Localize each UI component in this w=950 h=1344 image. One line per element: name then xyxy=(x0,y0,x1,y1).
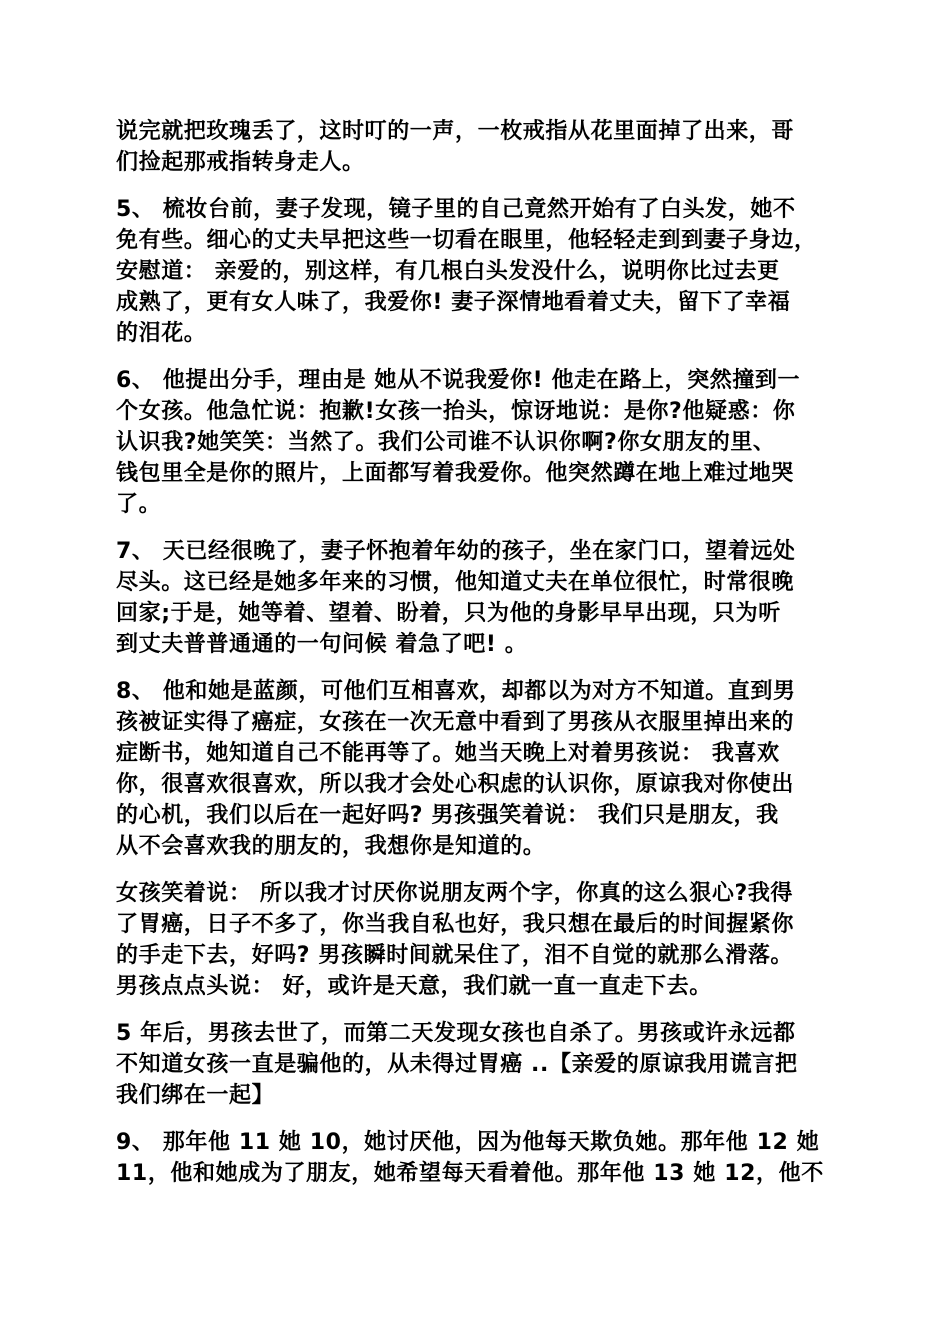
paragraph-story-7 xyxy=(116,536,846,660)
text-line: 6、 他提出分手，理由是 她从不说我爱你! 他走在路上，突然撞到一 xyxy=(116,368,801,393)
text-line: 症断书，她知道自己不能再等了。她当天晚上对着男孩说： 我喜欢 xyxy=(116,741,780,766)
text-line: 钱包里全是你的照片，上面都写着我爱你。他突然蹲在地上难过地哭 xyxy=(116,461,795,486)
text-line: 尽头。这已经是她多年来的习惯，他知道丈夫在单位很忙，时常很晚 xyxy=(116,570,795,595)
text-line: 安慰道： 亲爱的，别这样，有几根白头发没什么，说明你比过去更 xyxy=(116,259,780,284)
text-line: 不知道女孩一直是骗他的，从未得过胃癌 ..【亲爱的原谅我用谎言把 xyxy=(116,1052,798,1077)
text-line: 9、 那年他 11 她 10，她讨厌他，因为他每天欺负她。那年他 12 她 xyxy=(116,1130,820,1155)
paragraph-story-9 xyxy=(116,1127,846,1189)
text-line: 了胃癌，日子不多了，你当我自私也好，我只想在最后的时间握紧你 xyxy=(116,912,795,937)
text-line: 男孩点点头说： 好，或许是天意，我们就一直一直走下去。 xyxy=(116,974,712,999)
paragraph-story-8 xyxy=(116,676,846,862)
paragraph-story-6 xyxy=(116,365,846,520)
text-line: 的手走下去，好吗? 男孩瞬时间就呆住了，泪不自觉的就那么滑落。 xyxy=(116,943,794,968)
document-body xyxy=(116,116,846,1205)
text-line: 了。 xyxy=(116,492,162,517)
text-line: 女孩笑着说： 所以我才讨厌你说朋友两个字，你真的这么狠心?我得 xyxy=(116,881,794,906)
text-line: 5、 梳妆台前，妻子发现，镜子里的自己竟然开始有了白头发，她不 xyxy=(116,197,796,222)
paragraph-story-8-continued xyxy=(116,878,846,1002)
text-line: 成熟了，更有女人味了，我爱你! 妻子深情地看着丈夫，留下了幸福 xyxy=(116,290,791,315)
text-line: 免有些。细心的丈夫早把这些一切看在眼里，他轻轻走到到妻子身边， xyxy=(116,228,817,253)
text-line: 我们绑在一起】 xyxy=(116,1083,275,1108)
text-line: 的泪花。 xyxy=(116,321,207,346)
text-line: 到丈夫普普通通的一句问候 着急了吧! 。 xyxy=(116,632,528,657)
text-line: 从不会喜欢我的朋友的，我想你是知道的。 xyxy=(116,834,546,859)
text-line: 个女孩。他急忙说：抱歉!女孩一抬头，惊讶地说：是你?他疑惑：你 xyxy=(116,399,796,424)
paragraph-rose-ring xyxy=(116,116,846,178)
text-line: 7、 天已经很晚了，妻子怀抱着年幼的孩子，坐在家门口，望着远处 xyxy=(116,539,796,564)
text-line: 的心机，我们以后在一起好吗? 男孩强笑着说： 我们只是朋友，我 xyxy=(116,803,779,828)
text-line: 5 年后，男孩去世了，而第二天发现女孩也自杀了。男孩或许永远都 xyxy=(116,1021,796,1046)
text-line: 孩被证实得了癌症，女孩在一次无意中看到了男孩从衣服里掉出来的 xyxy=(116,710,795,735)
text-line: 回家;于是，她等着、望着、盼着，只为他的身影早早出现，只为听 xyxy=(116,601,781,626)
text-line: 你，很喜欢很喜欢，所以我才会处心积虑的认识你，原谅我对你使出 xyxy=(116,772,795,797)
text-line: 们捡起那戒指转身走人。 xyxy=(116,150,365,175)
text-line: 认识我?她笑笑：当然了。我们公司谁不认识你啊?你女朋友的里、 xyxy=(116,430,776,455)
paragraph-story-5 xyxy=(116,194,846,349)
paragraph-story-8-ending xyxy=(116,1018,846,1111)
text-line: 11，他和她成为了朋友，她希望每天看着他。那年他 13 她 12，他不 xyxy=(116,1161,824,1186)
text-line: 说完就把玫瑰丢了，这时叮的一声，一枚戒指从花里面掉了出来，哥 xyxy=(116,119,795,144)
text-line: 8、 他和她是蓝颜，可他们互相喜欢，却都以为对方不知道。直到男 xyxy=(116,679,796,704)
